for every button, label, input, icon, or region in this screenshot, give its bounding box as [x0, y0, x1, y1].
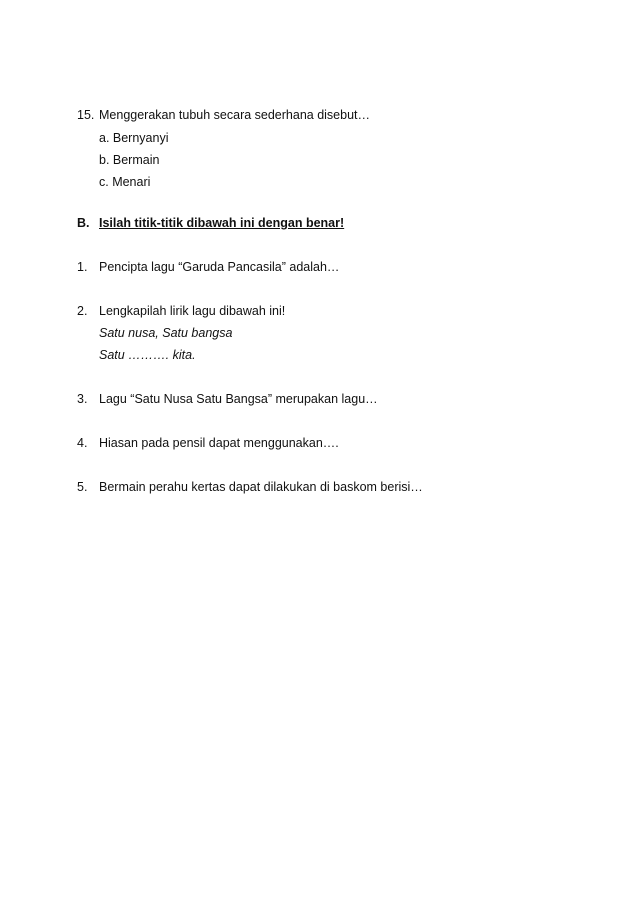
- question-3-text: Lagu “Satu Nusa Satu Bangsa” merupakan lagu…: [99, 392, 378, 406]
- section-b-heading: Isilah titik-titik dibawah ini dengan benar!: [99, 216, 345, 230]
- question-1-number: 1.: [77, 260, 88, 274]
- question-4-number: 4.: [77, 436, 88, 450]
- question-15-text: Menggerakan tubuh secara sederhana disebut…: [99, 108, 371, 122]
- question-4-text: Hiasan pada pensil dapat menggunakan….: [99, 436, 339, 450]
- question-2-lyric-line-2: Satu ………. kita.: [99, 348, 196, 362]
- question-3-number: 3.: [77, 392, 88, 406]
- question-2-lyric-line-1: Satu nusa, Satu bangsa: [99, 326, 233, 340]
- question-15-number: 15.: [77, 108, 95, 122]
- question-5-text: Bermain perahu kertas dapat dilakukan di baskom berisi…: [99, 480, 423, 494]
- question-15-option-a: a. Bernyanyi: [99, 131, 169, 145]
- question-1-text: Pencipta lagu “Garuda Pancasila” adalah…: [99, 260, 340, 274]
- section-b-label: B.: [77, 216, 90, 230]
- question-2-text: Lengkapilah lirik lagu dibawah ini!: [99, 304, 286, 318]
- question-2-number: 2.: [77, 304, 88, 318]
- question-15-option-c: c. Menari: [99, 175, 151, 189]
- question-15-option-b: b. Bermain: [99, 153, 160, 167]
- question-5-number: 5.: [77, 480, 88, 494]
